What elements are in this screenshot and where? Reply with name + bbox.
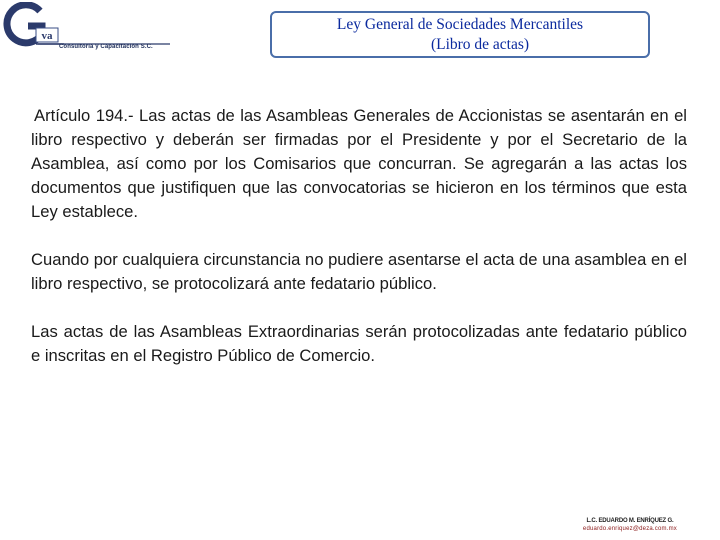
document-title: Ley General de Sociedades Mercantiles <box>336 16 584 33</box>
article-paragraph: Artículo 194.- Las actas de las Asambleas Generales de Accionistas se asentarán en el libro respectivo y deberán ser firmadas por el Presidente y por el Secretario de la Asamblea, así como por los Comisarios que concurran. Se agregarán a las actas los documentos que justifiquen que las convocatorias se hicieron en los términos que esta Ley establece. <box>31 106 687 221</box>
author-name: L.C. EDUARDO M. ENRÍQUEZ G. <box>586 518 674 524</box>
author-email: eduardo.enriquez@deza.com.mx <box>582 526 677 532</box>
article-paragraph: Cuando por cualquiera circunstancia no pudiere asentarse el acta de una asamblea en el libro respectivo, se protocolizará ante fedatario público. <box>31 250 687 293</box>
company-logo <box>2 2 172 58</box>
logo-subtext: va <box>41 30 53 42</box>
article-paragraph: Las actas de las Asambleas Extraordinarias serán protocolizadas ante fedatario público e inscritas en el Registro Público de Comercio. <box>31 322 687 365</box>
document-title-box <box>270 11 650 58</box>
article-content <box>31 104 687 368</box>
logo-tagline: Consultoría y Capacitación S.C. <box>59 44 153 50</box>
document-subtitle: (Libro de actas) <box>430 36 530 53</box>
author-footer <box>583 517 677 533</box>
